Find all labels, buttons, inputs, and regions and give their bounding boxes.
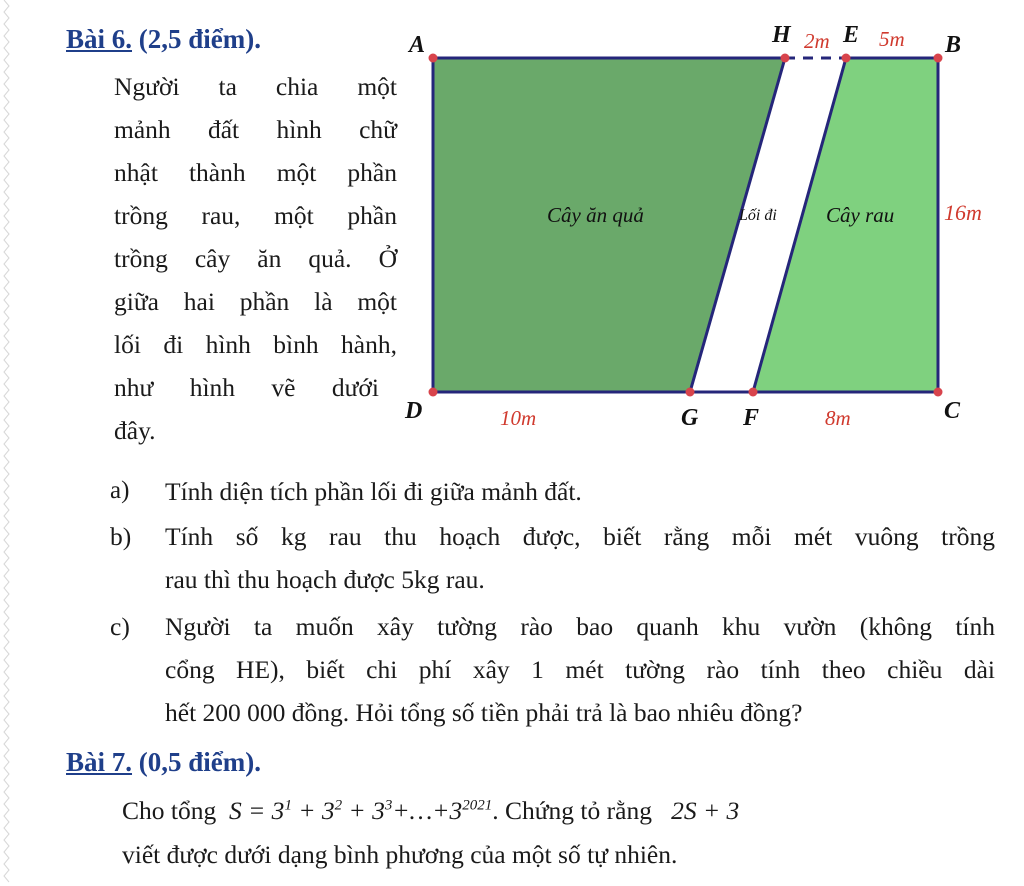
label-A: A xyxy=(409,32,426,58)
label-F: F xyxy=(743,405,760,431)
question-c-text: hết 200 000 đồng. Hỏi tổng số tiền phải trả là bao nhiêu đồng? xyxy=(165,698,803,727)
bai7-line1-middle: . Chứng tỏ rằng xyxy=(492,796,652,825)
measure-DG: 10m xyxy=(500,406,537,430)
question-a-text: Tính diện tích phần lối đi giữa mảnh đất. xyxy=(165,477,582,506)
measure-BC: 16m xyxy=(944,200,982,225)
label-C: C xyxy=(944,398,961,424)
bai6-points: (2,5 điểm). xyxy=(138,24,261,54)
question-b-text: Tính số kg rau thu hoạch được, biết rằng mỗi mét vuông trồng xyxy=(165,522,995,551)
bai6-intro-line: trồng cây ăn quả. Ở xyxy=(114,244,397,273)
bai6-intro-line: như hình vẽ dưới xyxy=(114,373,379,402)
bai7-heading xyxy=(66,747,261,778)
question-a-label: a) xyxy=(110,477,130,504)
point-H xyxy=(781,54,790,63)
fruit-region-label: Cây ăn quả xyxy=(547,203,644,227)
bai7-line1 xyxy=(122,796,739,826)
measure-HE: 2m xyxy=(804,29,830,53)
measure-FC: 8m xyxy=(825,406,851,430)
path-region-label: Lối đi xyxy=(739,207,777,224)
bai6-number: Bài 6. xyxy=(66,24,133,54)
label-H: H xyxy=(772,22,791,48)
question-c-label: c) xyxy=(110,612,130,641)
bai7-number: Bài 7. xyxy=(66,747,133,777)
label-E: E xyxy=(843,22,860,48)
bai7-line1-start: Cho tổng xyxy=(122,796,217,825)
bai6-intro-line: giữa hai phần là một xyxy=(114,287,397,316)
label-B: B xyxy=(945,32,962,58)
bai6-intro-line: trồng rau, một phần xyxy=(114,201,397,230)
point-D xyxy=(429,388,438,397)
point-C xyxy=(934,388,943,397)
question-b-label: b) xyxy=(110,522,132,551)
bai7-line2: viết được dưới dạng bình phương của một số tự nhiên. xyxy=(122,840,678,869)
measure-EB: 5m xyxy=(879,27,905,51)
bai6-intro-line: nhật thành một phần xyxy=(114,158,397,187)
point-G xyxy=(686,388,695,397)
bai6-intro-line: đây. xyxy=(114,416,156,445)
question-c-text: cổng HE), biết chi phí xây 1 mét tường rào tính theo chiều dài xyxy=(165,655,995,684)
bai7-points: (0,5 điểm). xyxy=(138,747,261,777)
point-B xyxy=(934,54,943,63)
point-F xyxy=(749,388,758,397)
point-A xyxy=(429,54,438,63)
question-b-text: rau thì thu hoạch được 5kg rau. xyxy=(165,565,485,594)
veg-region-label: Cây rau xyxy=(826,203,895,227)
bai6-intro-line: lối đi hình bình hành, xyxy=(114,330,397,359)
bai6-intro-line: mảnh đất hình chữ xyxy=(114,115,397,144)
expression-2s-plus-3: 2S + 3 xyxy=(658,796,740,825)
label-D: D xyxy=(405,398,423,424)
question-c-text: Người ta muốn xây tường rào bao quanh khu vườn (không tính xyxy=(165,612,995,641)
bai6-intro-line: Người ta chia một xyxy=(114,72,397,101)
sum-formula: $S = 3^1 + 3^2$ + $3^3+\dots+3^{2021}$ xyxy=(222,796,493,825)
label-G: G xyxy=(681,405,699,431)
point-E xyxy=(842,54,851,63)
